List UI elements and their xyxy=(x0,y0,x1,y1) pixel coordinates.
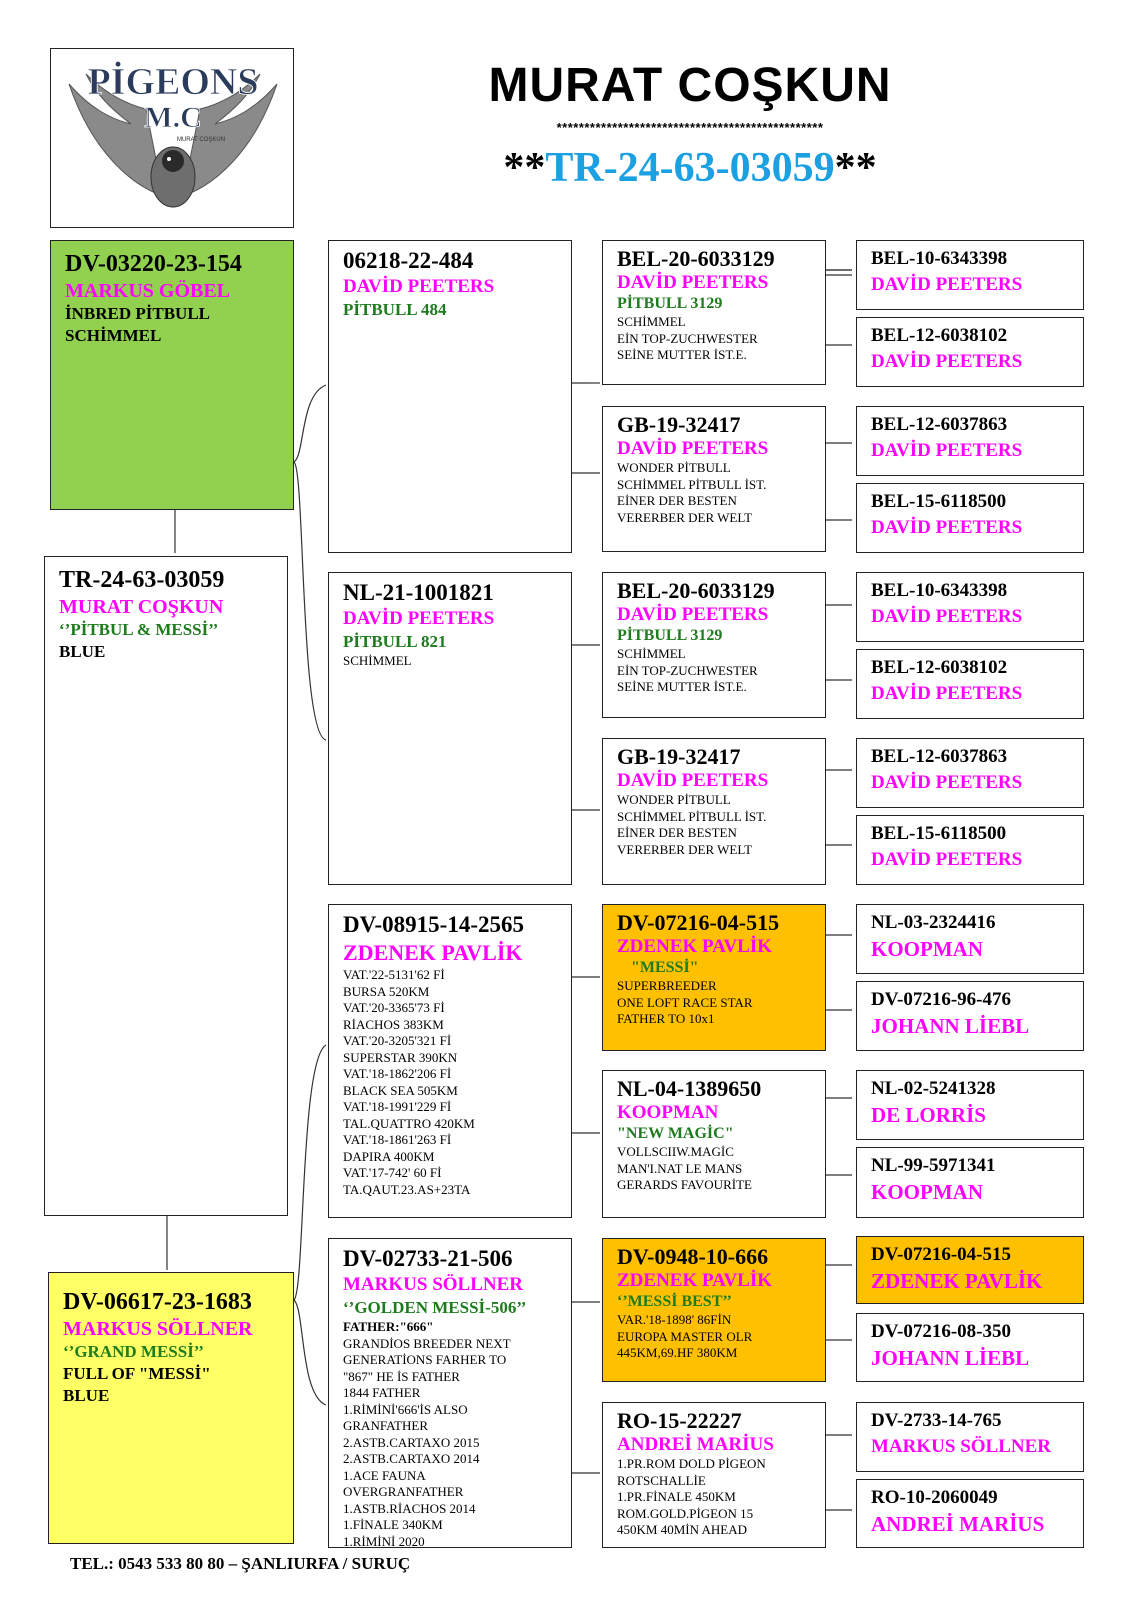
ggp8-note: 1.PR.ROM DOLD PİGEON xyxy=(617,1456,766,1471)
gggp-ring: NL-99-5971341 xyxy=(871,1155,996,1176)
father-card[interactable] xyxy=(50,240,294,510)
ring-suffix: ** xyxy=(834,145,877,191)
gggp-card-15[interactable] xyxy=(856,1402,1084,1472)
gggp-ring: DV-07216-08-350 xyxy=(871,1321,1012,1342)
ggp6-owner: KOOPMAN xyxy=(617,1102,719,1123)
gp4-note: 1.FİNALE 340KM xyxy=(343,1517,443,1532)
ggp3-name: PİTBULL 3129 xyxy=(617,627,723,644)
ggp3-owner: DAVİD PEETERS xyxy=(617,604,769,625)
ring-value: TR-24-63-03059 xyxy=(545,145,835,191)
ggp8-owner: ANDREİ MARİUS xyxy=(617,1434,774,1455)
svg-text:M.C: M.C xyxy=(144,101,202,134)
gp4-note: 2.ASTB.CARTAXO 2015 xyxy=(343,1434,480,1450)
father-line2: SCHİMMEL xyxy=(65,326,162,345)
ggp5-note: ONE LOFT RACE STAR xyxy=(617,994,753,1010)
ggp2-note: SCHİMMEL PİTBULL İST. xyxy=(617,476,767,492)
ggp8-note: ROM.GOLD.PİGEON 15 xyxy=(617,1505,754,1521)
gggp-card-4[interactable] xyxy=(856,483,1084,553)
gp3-note: VAT.'18-1991'229 Fİ xyxy=(343,1099,452,1114)
gp4-note: 1.RİMİNİ'666'İS ALSO xyxy=(343,1401,468,1417)
gggp-card-16[interactable] xyxy=(856,1479,1084,1548)
gggp-owner: DAVİD PEETERS xyxy=(871,274,1023,295)
gp3-note: VAT.'20-3205'321 Fİ xyxy=(343,1033,452,1048)
great-grandparent-card-1[interactable] xyxy=(602,240,826,385)
gp4-note: OVERGRANFATHER xyxy=(343,1484,464,1499)
ggp8-ring: RO-15-22227 xyxy=(617,1408,742,1433)
gp1-owner: DAVİD PEETERS xyxy=(343,276,495,297)
ggp6-note: MAN'I.NAT LE MANS xyxy=(617,1160,743,1176)
ggp6-note: GERARDS FAVOURİTE xyxy=(617,1177,752,1192)
ggp1-name: PİTBULL 3129 xyxy=(617,295,723,312)
gggp-card-10[interactable] xyxy=(856,981,1084,1051)
ggp4-note: SCHİMMEL PİTBULL İST. xyxy=(617,808,767,824)
gggp-ring: BEL-12-6038102 xyxy=(871,325,1008,346)
gp3-ring: DV-08915-14-2565 xyxy=(343,912,524,937)
ggp3-note: EİN TOP-ZUCHWESTER xyxy=(617,662,758,678)
ggp3-note: SEİNE MUTTER İST.E. xyxy=(617,679,747,694)
ggp6-note: VOLLSCIIW.MAGİC xyxy=(617,1144,734,1159)
gp4-note: 1.RİMİNİ 2020 xyxy=(343,1533,425,1548)
gp3-note: TAL.QUATTRO 420KM xyxy=(343,1115,475,1131)
gp4-note: GENERATİONS FARHER TO xyxy=(343,1352,507,1367)
subject-color: BLUE xyxy=(59,642,106,661)
gggp-card-12[interactable] xyxy=(856,1147,1084,1218)
gp3-note: BLACK SEA 505KM xyxy=(343,1082,458,1098)
ggp7-name: ‘’MESSİ BEST’’ xyxy=(617,1293,732,1310)
great-grandparent-card-6[interactable] xyxy=(602,1070,826,1218)
gggp-owner: JOHANN LİEBL xyxy=(871,1014,1030,1038)
gggp-ring: NL-03-2324416 xyxy=(871,912,996,933)
ggp2-note: EİNER DER BESTEN xyxy=(617,493,737,508)
ggp1-note: EİN TOP-ZUCHWESTER xyxy=(617,330,758,346)
gggp-ring: DV-07216-96-476 xyxy=(871,989,1012,1010)
great-grandparent-card-5[interactable] xyxy=(602,904,826,1051)
gp1-ring: 06218-22-484 xyxy=(343,248,474,273)
ggp7-note: 445KM,69.HF 380KM xyxy=(617,1345,738,1360)
gggp-owner: DAVİD PEETERS xyxy=(871,683,1023,704)
gggp-owner: KOOPMAN xyxy=(871,937,983,961)
gggp-ring: DV-07216-04-515 xyxy=(871,1244,1012,1265)
mother-line1: FULL OF "MESSİ" xyxy=(63,1364,211,1383)
gggp-ring: BEL-10-6343398 xyxy=(871,248,1008,269)
gp4-note: GRANFATHER xyxy=(343,1418,428,1433)
ggp1-note: SCHİMMEL xyxy=(617,314,686,329)
mother-name: ‘’GRAND MESSİ’’ xyxy=(63,1342,204,1361)
ggp4-note: VERERBER DER WELT xyxy=(617,841,753,857)
ggp5-ring: DV-07216-04-515 xyxy=(617,910,780,935)
gggp-owner: KOOPMAN xyxy=(871,1180,983,1204)
page-title: MURAT COŞKUN xyxy=(488,59,892,112)
gggp-card-13[interactable] xyxy=(856,1236,1084,1304)
gggp-owner: ANDREİ MARİUS xyxy=(871,1512,1045,1536)
ggp7-owner: ZDENEK PAVLİK xyxy=(617,1270,773,1291)
great-grandparent-card-8[interactable] xyxy=(602,1402,826,1548)
grandparent-card-4[interactable] xyxy=(328,1238,572,1548)
ggp5-note: FATHER TO 10x1 xyxy=(617,1011,715,1026)
gp3-owner: ZDENEK PAVLİK xyxy=(343,940,523,965)
gp2-ring: NL-21-1001821 xyxy=(343,580,494,605)
gp4-note: 1.ACE FAUNA xyxy=(343,1467,426,1483)
gp4-ring: DV-02733-21-506 xyxy=(343,1246,513,1271)
ggp5-name: "MESSİ" xyxy=(631,959,699,976)
ggp4-note: WONDER PİTBULL xyxy=(617,792,731,807)
gggp-owner: DAVİD PEETERS xyxy=(871,772,1023,793)
ggp2-note: WONDER PİTBULL xyxy=(617,460,731,475)
svg-text:PİGEONS: PİGEONS xyxy=(87,61,259,103)
gggp-ring: BEL-15-6118500 xyxy=(871,823,1007,844)
mother-card[interactable] xyxy=(48,1272,294,1544)
ggp7-note: VAR.'18-1898' 86FİN xyxy=(617,1312,732,1327)
gp4-note-father: FATHER:"666" xyxy=(343,1319,434,1334)
ring-prefix: ** xyxy=(503,145,546,191)
gp4-note: 1.ASTB.RİACHOS 2014 xyxy=(343,1500,476,1516)
gggp-ring: RO-10-2060049 xyxy=(871,1487,998,1508)
ggp4-note: EİNER DER BESTEN xyxy=(617,825,737,840)
gggp-card-7[interactable] xyxy=(856,738,1084,808)
ggp2-owner: DAVİD PEETERS xyxy=(617,438,769,459)
ggp7-ring: DV-0948-10-666 xyxy=(617,1244,769,1269)
gggp-card-9[interactable] xyxy=(856,904,1084,974)
ggp5-note: SUPERBREEDER xyxy=(617,978,717,993)
ggp4-owner: DAVİD PEETERS xyxy=(617,770,769,791)
gp4-note: 1844 FATHER xyxy=(343,1385,421,1400)
great-grandparent-card-2[interactable] xyxy=(602,406,826,552)
gp2-note: SCHİMMEL xyxy=(343,653,412,668)
star-divider: ************************************************ xyxy=(556,120,824,135)
gggp-card-6[interactable] xyxy=(856,649,1084,719)
gggp-owner: ZDENEK PAVLİK xyxy=(871,1269,1043,1293)
father-line1: İNBRED PİTBULL xyxy=(65,304,211,323)
mother-owner: MARKUS SÖLLNER xyxy=(63,1318,253,1340)
ggp2-note: VERERBER DER WELT xyxy=(617,509,753,525)
subject-name: ‘’PİTBUL & MESSİ’’ xyxy=(59,620,219,639)
gp2-owner: DAVİD PEETERS xyxy=(343,608,495,629)
gggp-card-8[interactable] xyxy=(856,815,1084,885)
ggp3-note: SCHİMMEL xyxy=(617,646,686,661)
gggp-owner: DAVİD PEETERS xyxy=(871,351,1023,372)
ggp6-name: "NEW MAGİC" xyxy=(617,1125,734,1142)
gggp-ring: BEL-12-6038102 xyxy=(871,657,1008,678)
gggp-card-5[interactable] xyxy=(856,572,1084,642)
father-owner: MARKUS GÖBEL xyxy=(65,280,231,302)
grandparent-card-3[interactable] xyxy=(328,904,572,1218)
gp3-note: DAPIRA 400KM xyxy=(343,1148,435,1164)
gp2-name: PİTBULL 821 xyxy=(343,632,447,651)
ggp5-owner: ZDENEK PAVLİK xyxy=(617,936,773,957)
gggp-ring: BEL-12-6037863 xyxy=(871,414,1008,435)
father-ring: DV-03220-23-154 xyxy=(65,251,242,277)
gggp-ring: NL-02-5241328 xyxy=(871,1078,996,1099)
great-grandparent-card-7[interactable] xyxy=(602,1238,826,1382)
gp3-note: VAT.'22-5131'62 Fİ xyxy=(343,967,445,982)
gggp-card-1[interactable] xyxy=(856,240,1084,310)
subject-card[interactable] xyxy=(44,556,288,1216)
ggp1-note: SEİNE MUTTER İST.E. xyxy=(617,347,747,362)
gp4-note: GRANDİOS BREEDER NEXT xyxy=(343,1335,511,1351)
gggp-card-2[interactable] xyxy=(856,317,1084,387)
gp3-note: TA.QAUT.23.AS+23TA xyxy=(343,1181,471,1197)
gp1-name: PİTBULL 484 xyxy=(343,300,447,319)
gp3-note: BURSA 520KM xyxy=(343,983,430,999)
ggp8-note: 1.PR.FİNALE 450KM xyxy=(617,1489,736,1504)
ggp8-note: ROTSCHALLİE xyxy=(617,1472,706,1488)
ggp8-note: 450KM 40MİN AHEAD xyxy=(617,1522,747,1537)
gggp-ring: DV-2733-14-765 xyxy=(871,1410,1002,1431)
ggp7-note: EUROPA MASTER OLR xyxy=(617,1328,753,1344)
subject-owner: MURAT COŞKUN xyxy=(59,596,224,618)
gp3-note: VAT.'18-1862'206 Fİ xyxy=(343,1066,452,1081)
gp3-note: SUPERSTAR 390KN xyxy=(343,1049,458,1065)
gggp-ring: BEL-15-6118500 xyxy=(871,491,1007,512)
gggp-owner: DAVİD PEETERS xyxy=(871,606,1023,627)
mother-line2: BLUE xyxy=(63,1386,110,1405)
gp3-note: VAT.'17-742' 60 Fİ xyxy=(343,1165,442,1180)
gggp-card-3[interactable] xyxy=(856,406,1084,476)
gggp-card-14[interactable] xyxy=(856,1313,1084,1382)
subject-ring: TR-24-63-03059 xyxy=(59,567,225,593)
svg-text:MURAT COŞKUN: MURAT COŞKUN xyxy=(176,137,226,143)
gp3-note: RİACHOS 383KM xyxy=(343,1016,444,1032)
gggp-ring: BEL-10-6343398 xyxy=(871,580,1008,601)
great-grandparent-card-4[interactable] xyxy=(602,738,826,885)
ggp6-ring: NL-04-1389650 xyxy=(617,1076,762,1101)
ggp2-ring: GB-19-32417 xyxy=(617,412,741,437)
grandparent-card-1[interactable] xyxy=(328,240,572,553)
gp4-note: "867" HE İS FATHER xyxy=(343,1368,460,1384)
gggp-owner: DAVİD PEETERS xyxy=(871,517,1023,538)
gggp-owner: MARKUS SÖLLNER xyxy=(871,1436,1051,1457)
gp4-note: 2.ASTB.CARTAXO 2014 xyxy=(343,1451,480,1466)
gggp-card-11[interactable] xyxy=(856,1070,1084,1140)
footer-contact: TEL.: 0543 533 80 80 – ŞANLIURFA / SURUÇ xyxy=(70,1554,411,1573)
great-grandparent-card-3[interactable] xyxy=(602,572,826,718)
gp4-name: ‘’GOLDEN MESSİ-506’’ xyxy=(343,1298,527,1317)
mother-ring: DV-06617-23-1683 xyxy=(63,1289,252,1315)
ggp1-owner: DAVİD PEETERS xyxy=(617,272,769,293)
gp4-owner: MARKUS SÖLLNER xyxy=(343,1274,523,1295)
gggp-owner: DE LORRİS xyxy=(871,1103,986,1127)
gggp-ring: BEL-12-6037863 xyxy=(871,746,1008,767)
ggp1-ring: BEL-20-6033129 xyxy=(617,246,775,271)
ggp3-ring: BEL-20-6033129 xyxy=(617,578,775,603)
gp3-note: VAT.'20-3365'73 Fİ xyxy=(343,1000,445,1015)
grandparent-card-2[interactable] xyxy=(328,572,572,885)
gggp-owner: DAVİD PEETERS xyxy=(871,849,1023,870)
gggp-owner: DAVİD PEETERS xyxy=(871,440,1023,461)
gggp-owner: JOHANN LİEBL xyxy=(871,1346,1030,1370)
gp3-note: VAT.'18-1861'263 Fİ xyxy=(343,1132,452,1147)
ggp4-ring: GB-19-32417 xyxy=(617,744,741,769)
